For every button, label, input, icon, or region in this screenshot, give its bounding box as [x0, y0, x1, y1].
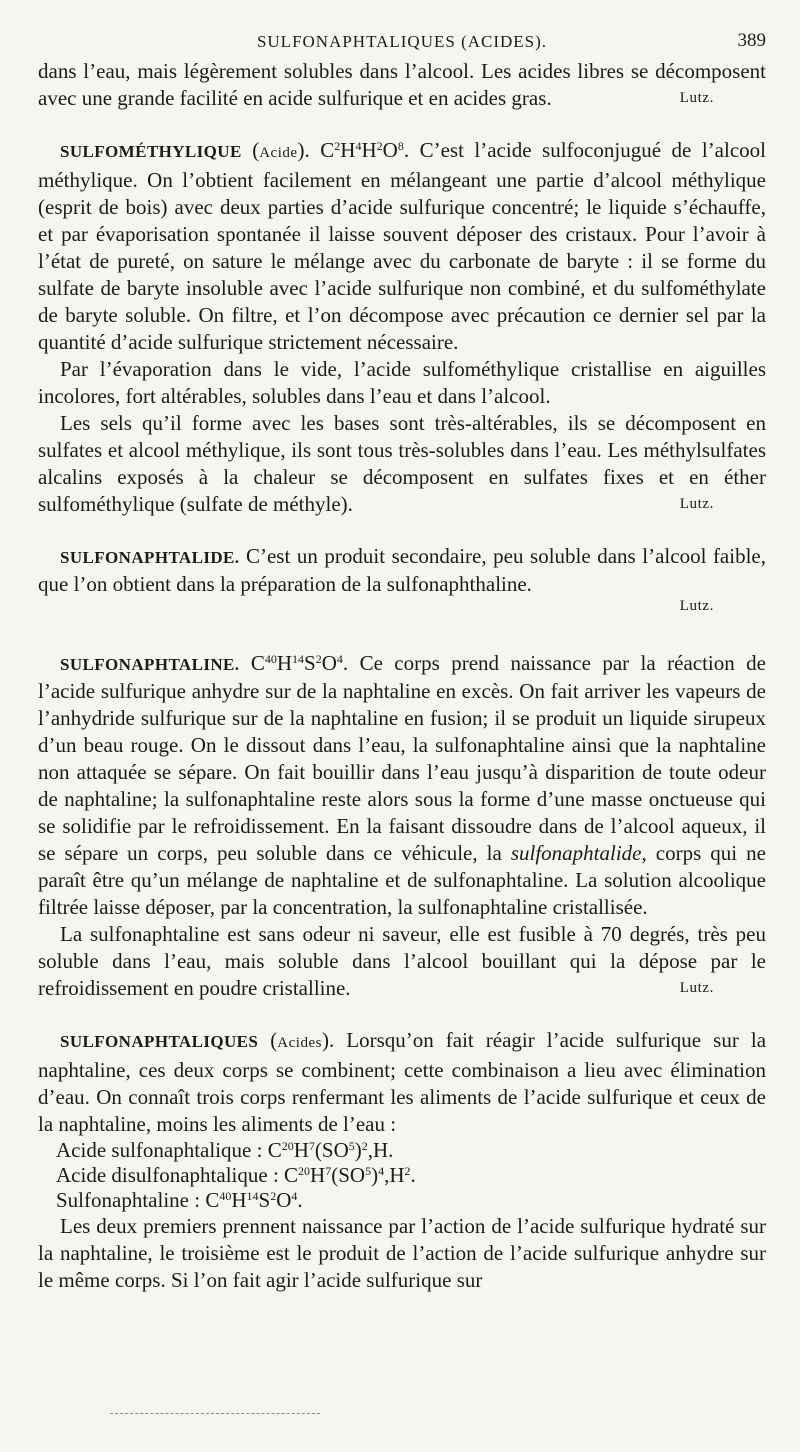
page: [38, 30, 766, 1294]
entry-sulfonaphtalide: [38, 543, 766, 598]
body-paragraph: [38, 410, 766, 518]
author-signature: Lutz.: [679, 598, 714, 614]
entry-sulfonaphtaliques: SULFONAPHTALIQUES (Acides). Lorsqu’on fait réagir l’acide sulfurique sur la naphtaline, ces deux corps se combinent; cette combinaison a lieu avec élimination d’eau. On connaît trois corps renfermant les aliments de l’acide sulfurique et ceux de la naphtaline, moins les aliments de l’eau :: [38, 1028, 767, 1136]
entry-headword: SULFONAPHTALIQUES: [60, 1032, 259, 1051]
italic-term: sulfonaphtalide,: [510, 841, 647, 865]
bottom-dashed-rule: [110, 1413, 320, 1414]
paragraph-text: La sulfonaphtaline est sans odeur ni saveur, elle est fusible à 70 degrés, très peu soluble dans l’eau, mais soluble dans l’alcool bouillant qui la dépose par le refroidissement en poudre cristalline.: [38, 922, 766, 1000]
formula-line: Acide disulfonaphtalique : $C^{20}H^7(SO^5)^4,H^2$.: [56, 1163, 416, 1187]
entry-text: Ce corps prend naissance par la réaction de l’acide sulfurique anhydre sur de la naphtaline en excès. On fait arriver les vapeurs de l’anhydride sulfurique sur de la naphtaline en fusion; il se produit un liquide sirupeux d’un beau rouge. On le dissout dans l’eau, la sulfonaphtaline ainsi que la naphtaline non attaquée se sépare. On fait bouillir dans l’eau jusqu’à disparition de toute odeur de naphtaline; la sulfonaphtaline reste alors sous la forme d’une masse onctueuse qui se solidifie par le refroidissement. En la faisant dissoudre dans de l’alcool aqueux, il se sépare un corps, peu soluble dans ce véhicule, la: [38, 651, 766, 865]
entry-headword: SULFONAPHTALIDE.: [60, 548, 240, 567]
entry-gap: [38, 518, 766, 543]
body-paragraph: Par l’évaporation dans le vide, l’acide sulfométhylique cristallise en aiguilles incolores, fort altérables, solubles dans l’eau et dans l’alcool.: [38, 357, 766, 408]
author-line: [38, 598, 766, 625]
body-paragraph: Les deux premiers prennent naissance par l’action de l’acide sulfurique hydraté sur la naphtaline, le troisième est le produit de l’action de l’acide sulfurique anhydre sur le même corps. Si l’on fait agir l’acide sulfurique sur: [38, 1214, 766, 1292]
author-signature: Lutz.: [679, 496, 714, 512]
formula-line: Acide sulfonaphtalique : $C^{20}H^7(SO^5)^2,H$.: [56, 1138, 394, 1162]
entry-gap: [38, 112, 766, 137]
author-signature: Lutz.: [679, 980, 714, 996]
page-number: 389: [737, 30, 766, 51]
continuation-paragraph: [38, 58, 766, 112]
running-header: [38, 30, 766, 58]
entry-text: Lorsqu’on fait réagir l’acide sulfurique sur la naphtaline, ces deux corps se combinent; cette combinaison a lieu avec élimination d’eau. On connaît trois corps renfermant les aliments de l’acide sulfurique et ceux de la naphtaline, moins les aliments de l’eau :: [38, 1028, 767, 1136]
body-paragraph: [38, 921, 766, 1002]
entry-sulfomethylique: SULFOMÉTHYLIQUE (Acide). $C^2H^4H^2O^8$. C’est l’acide sulfoconjugué de l’alcool méthylique. On l’obtient facilement en mélangeant une partie d’alcool méthylique (esprit de bois) avec deux parties d’acide sulfurique concentré; le liquide s’échauffe, et par évaporisation spontanée il laisse souvent déposer des cristaux. Pour l’avoir à l’état de pureté, on sature le mélange avec du carbonate de baryte : il se forme du sulfate de baryte insoluble avec l’acide sulfurique non combiné, et du sulfométhylate de baryte soluble. On filtre, et l’on décompose avec précaution ce dernier sel par la quantité d’acide sulfurique strictement nécessaire.: [38, 138, 766, 354]
chemical-formula: $C^2H^4H^2O^8$.: [320, 138, 410, 162]
paragraph-text: Les sels qu’il forme avec les bases sont très-altérables, ils se décomposent en sulfates et alcool méthylique, ils sont tous très-solubles dans l’eau. Les méthylsulfates alcalins exposés à la chaleur se décomposent en sulfates fixes et en éther sulfométhylique (sulfate de méthyle).: [38, 411, 766, 516]
entry-headword: SULFONAPHTALINE.: [60, 655, 240, 674]
entry-text: C’est un produit secondaire, peu soluble dans l’alcool faible, que l’on obtient dans la préparation de la sulfonaphthaline.: [38, 544, 766, 596]
chemical-formula: $C^{40}H^{14}S^2O^4$.: [250, 651, 349, 675]
formula-line: Sulfonaphtaline : $C^{40}H^{14}S^2O^4$.: [56, 1188, 303, 1212]
continuation-text: dans l’eau, mais légèrement solubles dans l’alcool. Les acides libres se décomposent avec une grande facilité en acide sulfurique et en acides gras.: [38, 59, 766, 110]
entry-gap: [38, 1002, 766, 1027]
running-title: SULFONAPHTALIQUES (ACIDES).: [256, 32, 548, 51]
entry-text: C’est l’acide sulfoconjugué de l’alcool méthylique. On l’obtient facilement en mélangeant une partie d’alcool méthylique (esprit de bois) avec deux parties d’acide sulfurique concentré; le liquide s’échauffe, et par évaporisation spontanée il laisse souvent déposer des cristaux. Pour l’avoir à l’état de pureté, on sature le mélange avec du carbonate de baryte : il se forme du sulfate de baryte insoluble avec l’acide sulfurique non combiné, et du sulfométhylate de baryte soluble. On filtre, et l’on décompose avec précaution ce dernier sel par la quantité d’acide sulfurique strictement nécessaire.: [38, 138, 766, 354]
entry-qualifier: Acide: [259, 145, 298, 161]
author-signature: Lutz.: [679, 90, 714, 106]
entry-qualifier: Acides: [277, 1035, 322, 1051]
entry-headword: SULFOMÉTHYLIQUE: [60, 142, 242, 161]
entry-text: corps qui ne paraît être qu’un mélange de naphtaline et de sulfonaphtaline. La solution alcoolique filtrée laisse déposer, par la concentration, la sulfonaphtaline cristallisée.: [38, 841, 766, 919]
entry-gap: [38, 625, 766, 650]
entry-sulfonaphtaline: [38, 650, 766, 921]
